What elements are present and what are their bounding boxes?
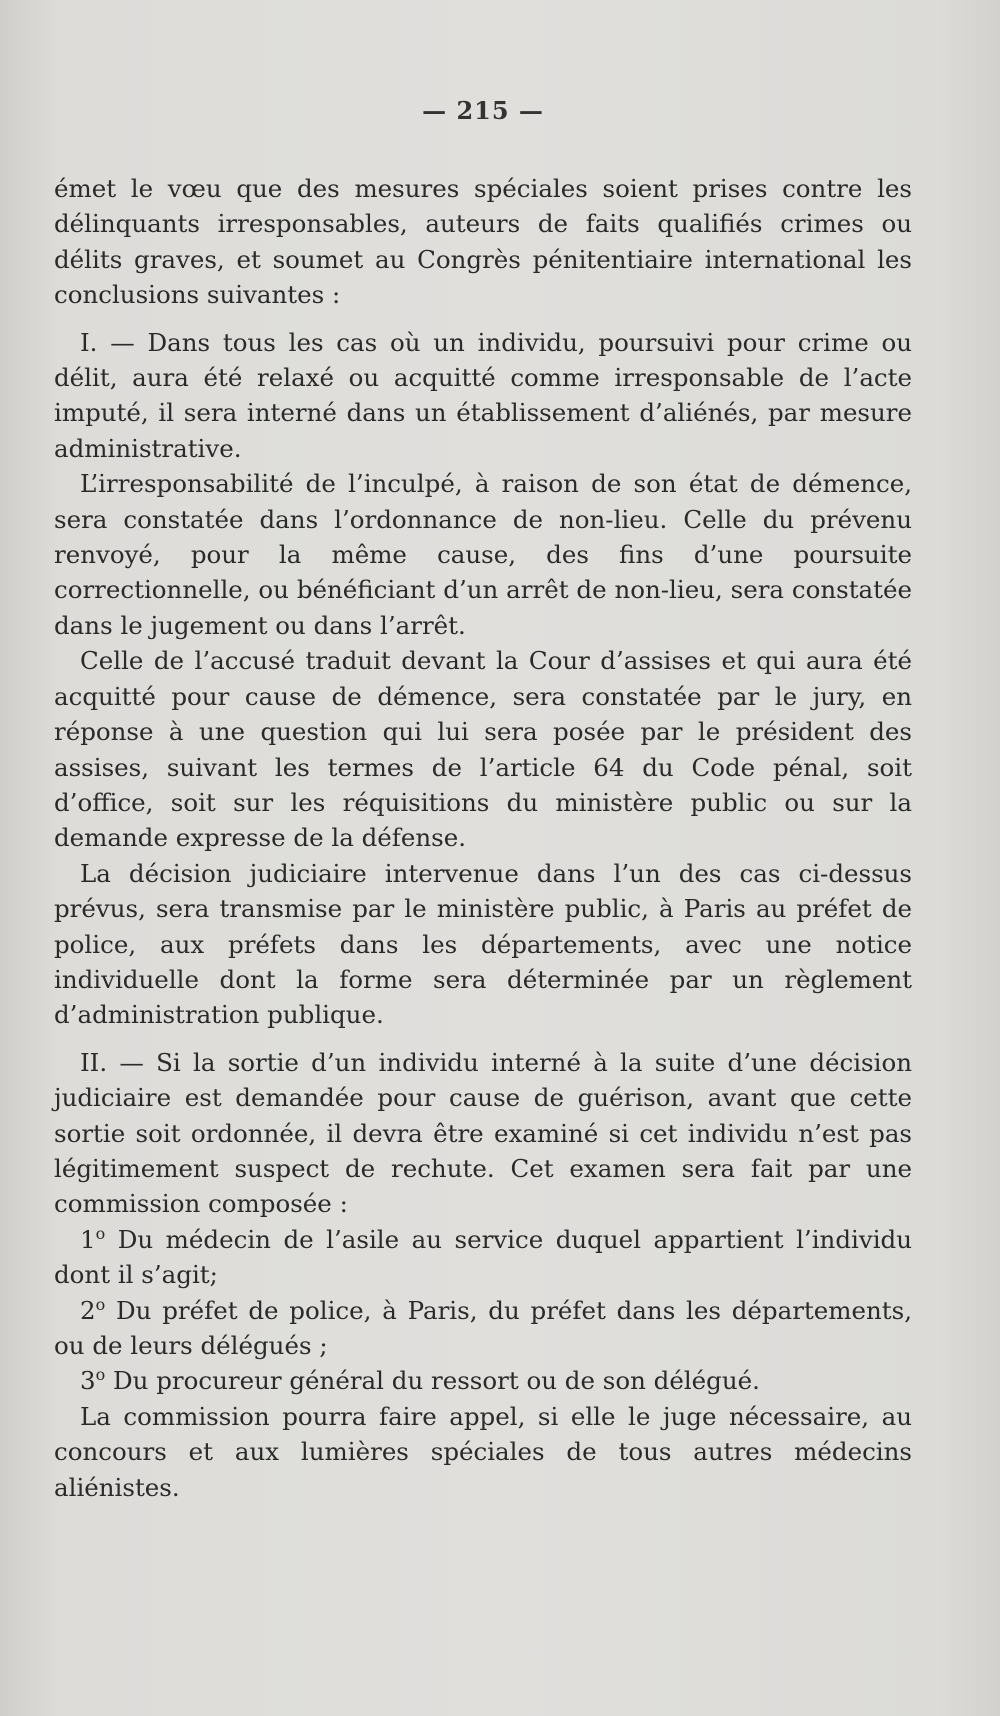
list-item-text: Du préfet de police, à Paris, du préfet dans les départements, ou de leurs délégués ; (54, 1295, 912, 1360)
paragraph-section-one: I. — Dans tous les cas où un individu, poursuivi pour crime ou délit, aura été relaxé ou acquitté comme irresponsable de l’acte imputé, il sera interné dans un établissement d’aliénés, par mesure administrative. (54, 327, 912, 463)
paragraph-closing: La commission pourra faire appel, si elle le juge nécessaire, au concours et aux lumières spéciales de tous autres médecins aliénistes. (54, 1401, 912, 1502)
ordinal-suffix: o (95, 1365, 106, 1385)
list-item-2 (54, 1293, 912, 1364)
paragraph-irresponsibility: L’irresponsabilité de l’inculpé, à raison de son état de démence, sera constatée dans l’ordonnance de non-lieu. Celle du prévenu renvoyé, pour la même cause, des fins d’une poursuite correctionnelle, ou bénéficiant d’un arrêt de non-lieu, sera constatée dans le jugement ou dans l’arrêt. (54, 469, 912, 640)
list-item-text: Du médecin de l’asile au service duquel appartient l’individu dont il s’agit; (54, 1224, 912, 1290)
paragraph-decision-judiciaire: La décision judiciaire intervenue dans l’un des cas ci-dessus prévus, sera transmise par le ministère public, à Paris au préfet de police, aux préfets dans les départements, avec une notice individuelle dont la forme sera déterminée par un règlement d’administration publique. (54, 858, 912, 1030)
list-item-3 (54, 1363, 912, 1398)
page-number: — 215 — (422, 96, 544, 125)
ordinal-suffix: o (95, 1294, 106, 1314)
paragraph-section-two: II. — Si la sortie d’un individu interné à la suite d’une décision judiciaire est demandée pour cause de guérison, avant que cette sortie soit ordonnée, il devra être examiné si cet individu n’est pas légitimement suspect de rechute. Cet examen sera fait par une commission composée : (54, 1047, 912, 1219)
list-item-text: Du procureur général du ressort ou de son délégué. (105, 1366, 760, 1396)
list-ordinal: 1 (80, 1224, 96, 1254)
page-body (54, 171, 912, 1505)
paragraph-intro: émet le vœu que des mesures spéciales soient prises contre les délinquants irresponsables, auteurs de faits qualifiés crimes ou délits graves, et soumet au Congrès pénitentiaire international les conclusions suivantes : (54, 174, 912, 310)
list-ordinal: 3 (80, 1366, 96, 1396)
paragraph-cour-assises: Celle de l’accusé traduit devant la Cour d’assises et qui aura été acquitté pour cause de démence, sera constatée par le jury, en réponse à une question qui lui sera posée par le président des assises, suivant les termes de l’article 64 du Code pénal, soit d’office, soit sur les réquisitions du ministère public ou sur la demande expresse de la défense. (54, 646, 912, 853)
ordinal-suffix: o (95, 1223, 106, 1243)
list-item-1 (54, 1222, 912, 1293)
list-ordinal: 2 (80, 1295, 96, 1325)
